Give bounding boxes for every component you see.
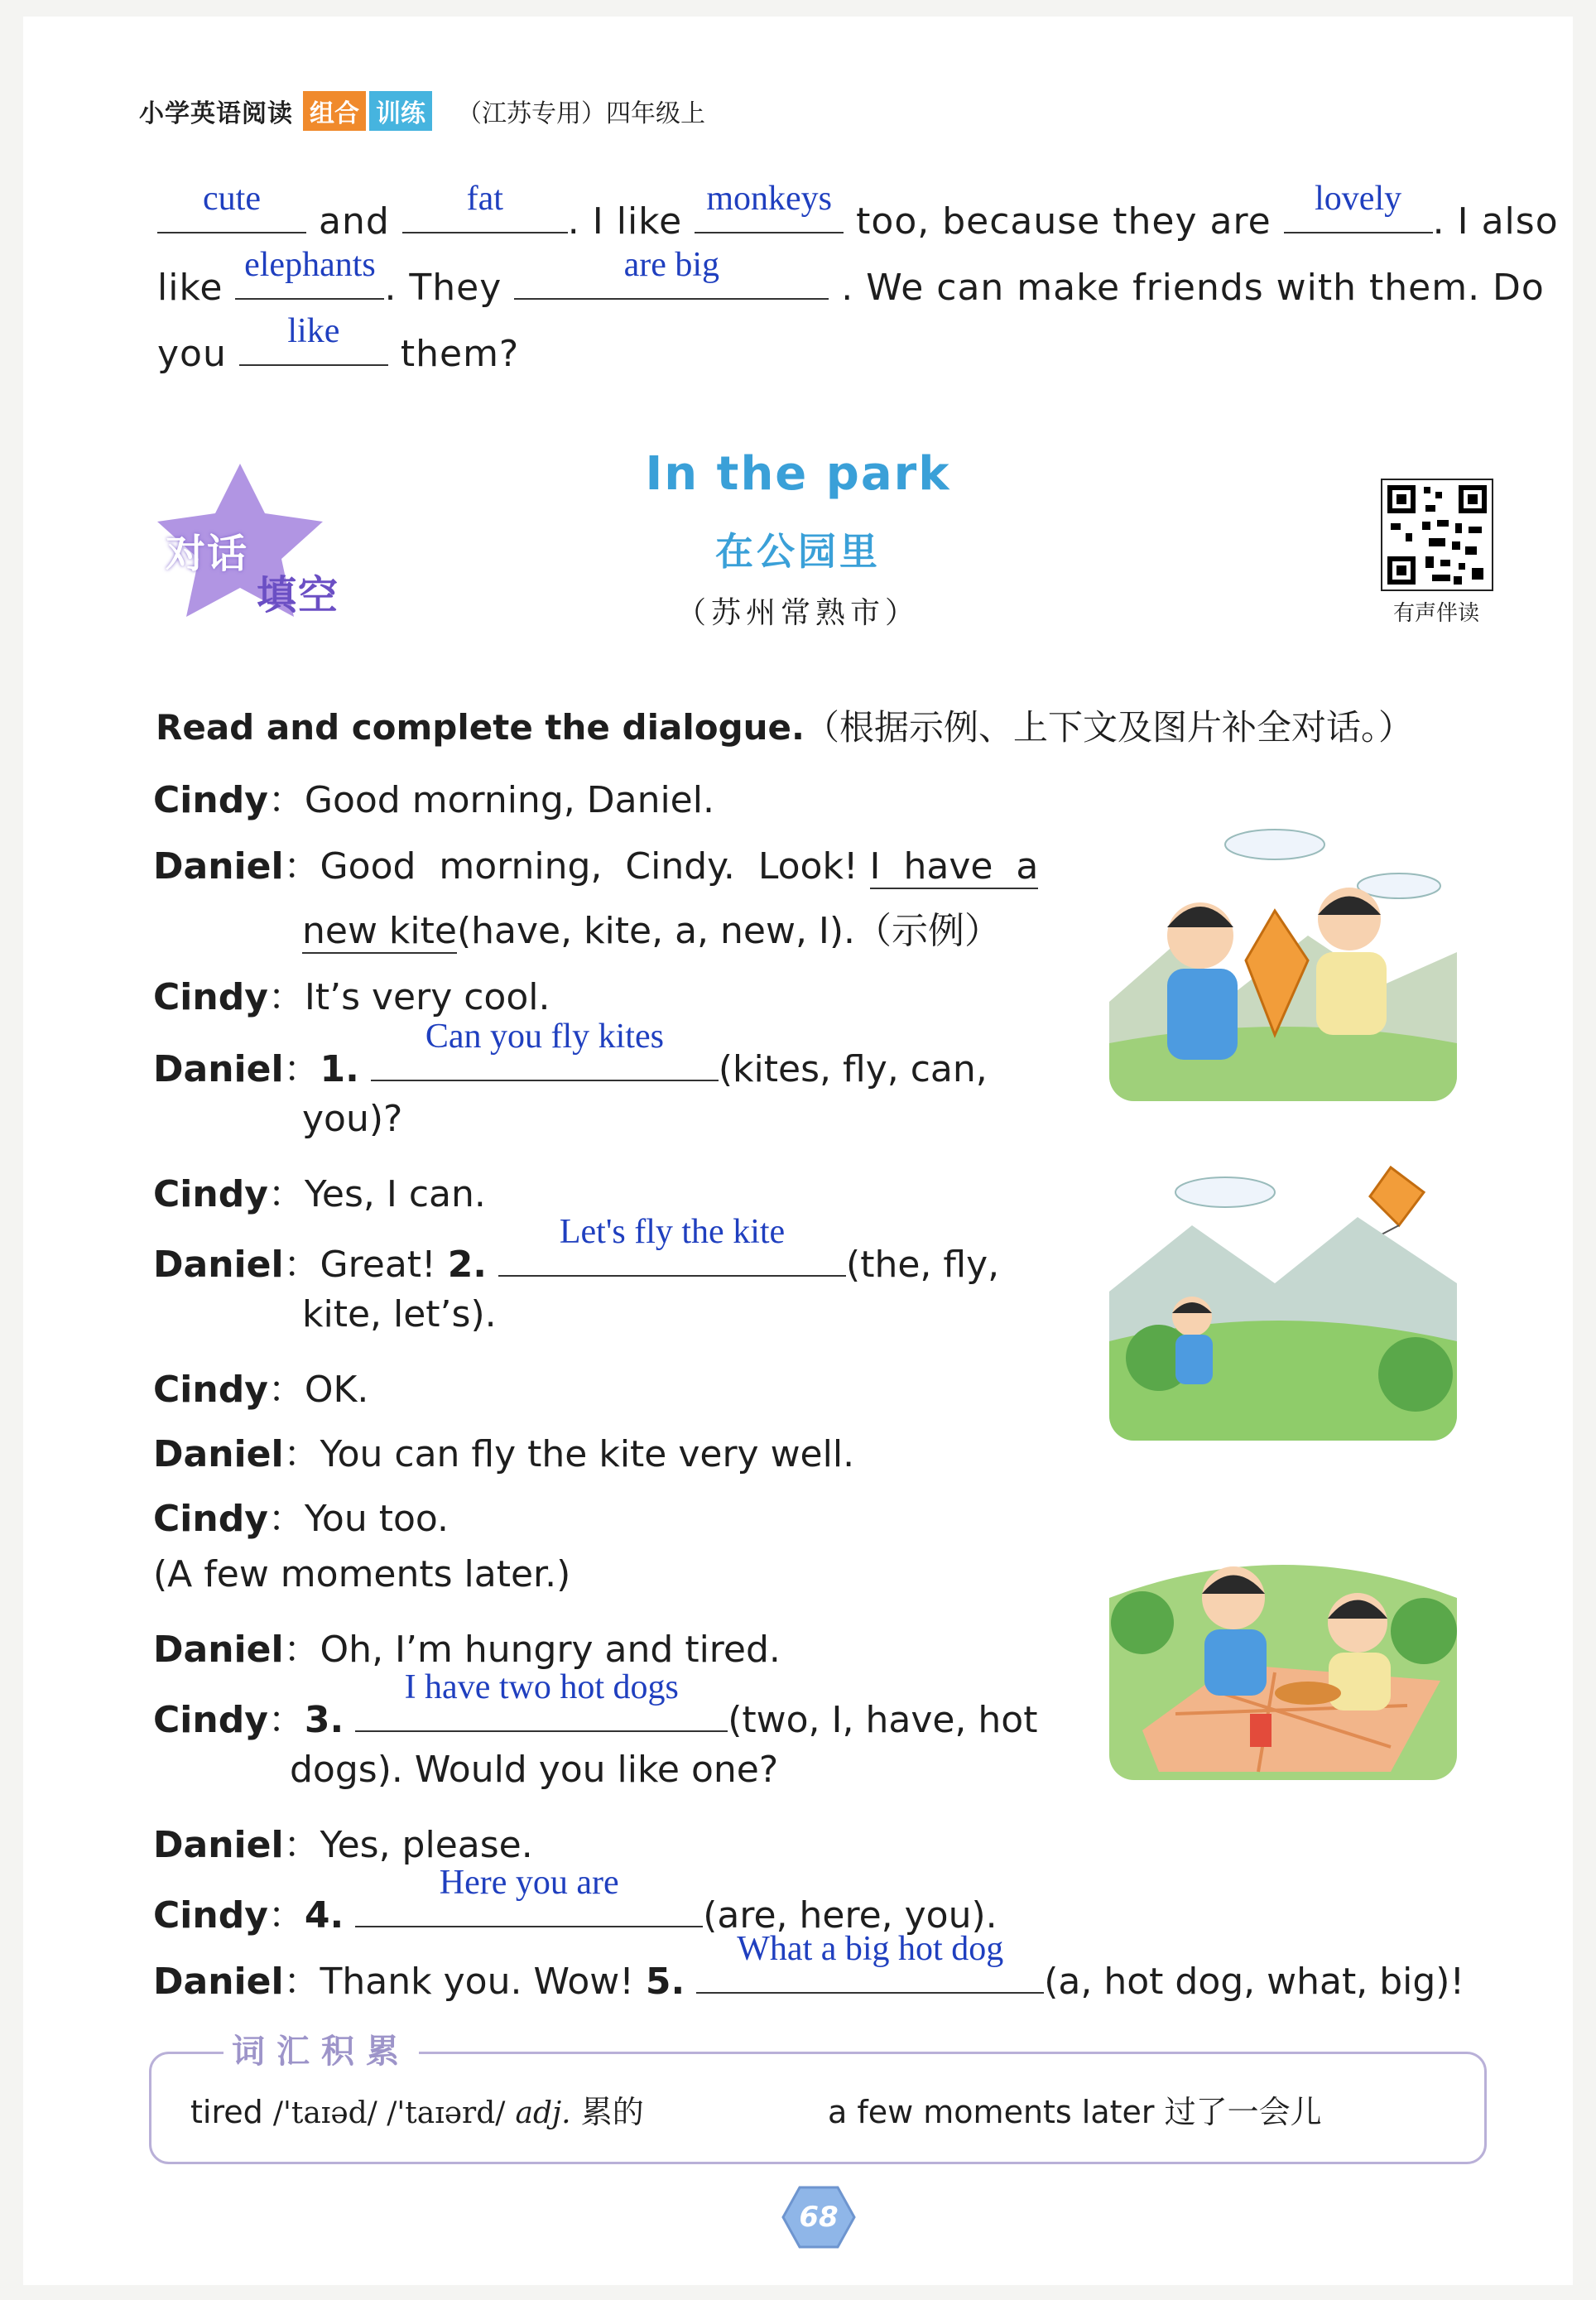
line-text: you)?	[302, 1098, 403, 1140]
answer: Can you fly kites	[425, 1018, 664, 1056]
line-text: kite, let’s).	[302, 1293, 497, 1335]
dialogue-line	[153, 1668, 1038, 1743]
illustration-kite-show	[1109, 820, 1457, 1101]
text: . They	[384, 267, 502, 309]
dialogue-line	[302, 1098, 402, 1140]
tag-combo: 组合	[303, 91, 366, 131]
text: . I like	[567, 200, 683, 243]
blank[interactable]	[239, 313, 388, 366]
speaker: Cindy	[153, 976, 268, 1018]
edition-label: （江苏专用）四年级上	[457, 99, 705, 128]
speaker: Daniel	[153, 1629, 284, 1671]
line-text: (a, hot dog, what, big)!	[1044, 1961, 1465, 2003]
speaker: Cindy	[153, 1699, 268, 1741]
colon: ：	[267, 1498, 305, 1540]
line-text: dogs). Would you like one?	[290, 1749, 779, 1791]
colon: ：	[267, 976, 305, 1018]
dialogue-line	[302, 901, 1001, 954]
colon: ：	[267, 1894, 305, 1937]
line-text: (the, fly,	[846, 1244, 1000, 1286]
speaker: Daniel	[153, 1961, 284, 2003]
blank[interactable]	[514, 247, 829, 300]
question-number: 2.	[447, 1244, 488, 1286]
colon: ：	[283, 845, 320, 888]
speaker: Cindy	[153, 1498, 268, 1540]
answer-blank[interactable]	[355, 1668, 728, 1732]
page-number-text: 68	[799, 2201, 839, 2234]
speaker: Daniel	[153, 1244, 284, 1286]
badge-line-1: 对话	[166, 531, 249, 577]
speaker: Daniel	[153, 1048, 284, 1090]
speaker: Cindy	[153, 1173, 268, 1215]
dialogue-line	[153, 836, 1038, 889]
example-answer: new kite	[302, 910, 457, 952]
dialogue-line	[153, 1164, 486, 1217]
text: and	[319, 200, 390, 243]
colon: ：	[283, 1048, 320, 1090]
instruction-en: Read and complete the dialogue.	[156, 707, 805, 748]
blank[interactable]	[157, 180, 306, 233]
question-number: 1.	[320, 1048, 359, 1090]
series-title: 小学英语阅读	[139, 99, 293, 128]
section-title-zh: 在公园里	[715, 529, 881, 574]
example-answer: I have a	[869, 845, 1039, 888]
blank[interactable]	[402, 180, 568, 233]
instruction-zh: （根据示例、上下文及图片补全对话。）	[804, 707, 1413, 748]
badge-line-2: 填空	[257, 572, 340, 618]
illustration-picnic	[1109, 1499, 1457, 1780]
text: them?	[400, 333, 520, 375]
dialogue-line	[290, 1749, 778, 1791]
vocab-word: tired	[190, 2094, 263, 2130]
text: . I also	[1432, 200, 1559, 243]
answer: elephants	[244, 246, 376, 284]
book-header	[139, 89, 705, 132]
question-number: 3.	[304, 1699, 344, 1741]
section-title-en: In the park	[645, 447, 951, 501]
vocab-phrase: a few moments later	[828, 2094, 1155, 2130]
section-location: （苏州常熟市）	[675, 596, 920, 630]
dialogue-line	[153, 1553, 570, 1595]
dialogue-line	[153, 1619, 781, 1672]
answer: like	[287, 312, 340, 350]
vocab-entry-phrase	[828, 2086, 1322, 2132]
dialogue-line	[153, 1213, 1000, 1287]
answer: monkeys	[706, 180, 832, 218]
text: too, because they are	[856, 200, 1272, 243]
vocab-pos: adj.	[515, 2096, 571, 2130]
answer: What a big hot dog	[737, 1930, 1004, 1968]
line-text: Good morning, Cindy. Look!	[320, 845, 870, 888]
line-text: You too.	[304, 1498, 449, 1540]
vocabulary-title: 词汇积累	[224, 2025, 419, 2072]
dialogue-line	[153, 1489, 449, 1542]
speaker: Cindy	[153, 1369, 268, 1411]
instruction	[156, 700, 1413, 750]
line-text: Good morning, Daniel.	[304, 779, 714, 821]
question-number: 4.	[304, 1894, 344, 1937]
speaker: Cindy	[153, 1894, 268, 1937]
text: . We can make friends with them. Do	[841, 267, 1545, 309]
answer: are big	[623, 246, 720, 284]
line-text: (are, here, you).	[703, 1894, 997, 1937]
line-text: Yes, I can.	[304, 1173, 486, 1215]
text: like	[157, 267, 224, 309]
dialogue-line	[153, 1018, 988, 1092]
colon: ：	[267, 1369, 305, 1411]
line-text: You can fly the kite very well.	[320, 1433, 855, 1475]
answer-blank[interactable]	[498, 1213, 846, 1277]
blank[interactable]	[1284, 180, 1433, 233]
page-number	[781, 2184, 856, 2250]
answer: lovely	[1315, 180, 1402, 218]
tag-training: 训练	[369, 91, 432, 131]
colon: ：	[283, 1629, 320, 1671]
text: you	[157, 333, 227, 375]
line-text: Great!	[320, 1244, 448, 1286]
speaker: Daniel	[153, 1824, 284, 1866]
speaker: Cindy	[153, 779, 268, 821]
dialogue-line	[153, 967, 550, 1020]
line-text: OK.	[304, 1369, 369, 1411]
line-text: It’s very cool.	[304, 976, 550, 1018]
speaker: Daniel	[153, 1433, 284, 1475]
answer: I have two hot dogs	[404, 1668, 679, 1706]
answer-blank[interactable]	[696, 1930, 1044, 1994]
blank[interactable]	[695, 180, 844, 233]
blank[interactable]	[235, 247, 384, 300]
answer: Here you are	[439, 1864, 619, 1902]
colon: ：	[267, 1699, 305, 1741]
dialogue-line	[153, 1815, 533, 1868]
answer-blank[interactable]	[371, 1018, 719, 1081]
vocab-meaning: 过了一会儿	[1164, 2094, 1322, 2130]
answer-blank[interactable]	[355, 1864, 703, 1927]
answer: fat	[466, 180, 503, 218]
answer: Let's fly the kite	[559, 1213, 786, 1251]
line-text: Thank you. Wow!	[320, 1961, 646, 2003]
colon: ：	[283, 1824, 320, 1866]
dialogue-line	[153, 1930, 1465, 2004]
line-text: Yes, please.	[320, 1824, 533, 1866]
colon: ：	[283, 1244, 320, 1286]
line-text: Oh, I’m hungry and tired.	[320, 1629, 781, 1671]
vocab-phonetic: /'taɪəd/ /'taɪərd/	[272, 2096, 506, 2130]
line-text: (two, I, have, hot	[728, 1699, 1038, 1741]
vocab-entry-tired	[190, 2086, 644, 2132]
passage	[157, 180, 1559, 379]
dialogue-line	[153, 770, 714, 823]
dialogue-line	[153, 1424, 854, 1477]
line-text: (A few moments later.)	[153, 1553, 571, 1595]
passage-line-3	[157, 313, 1498, 379]
line-text: (kites, fly, can,	[718, 1048, 988, 1090]
qr-caption: 有声伴读	[1392, 601, 1479, 626]
colon: ：	[267, 1173, 305, 1215]
illustration-flying-kite	[1109, 1159, 1457, 1441]
line-text: (have, kite, a, new, I).（示例）	[456, 910, 1002, 952]
colon: ：	[283, 1961, 320, 2003]
question-number: 5.	[645, 1961, 685, 2003]
colon: ：	[267, 779, 305, 821]
dialogue-line	[302, 1293, 497, 1335]
vocab-meaning: 累的	[580, 2094, 644, 2130]
qr-code-icon[interactable]	[1381, 479, 1493, 591]
speaker: Daniel	[153, 845, 284, 888]
dialogue-line	[153, 1359, 368, 1412]
answer: cute	[203, 180, 261, 218]
colon: ：	[283, 1433, 320, 1475]
